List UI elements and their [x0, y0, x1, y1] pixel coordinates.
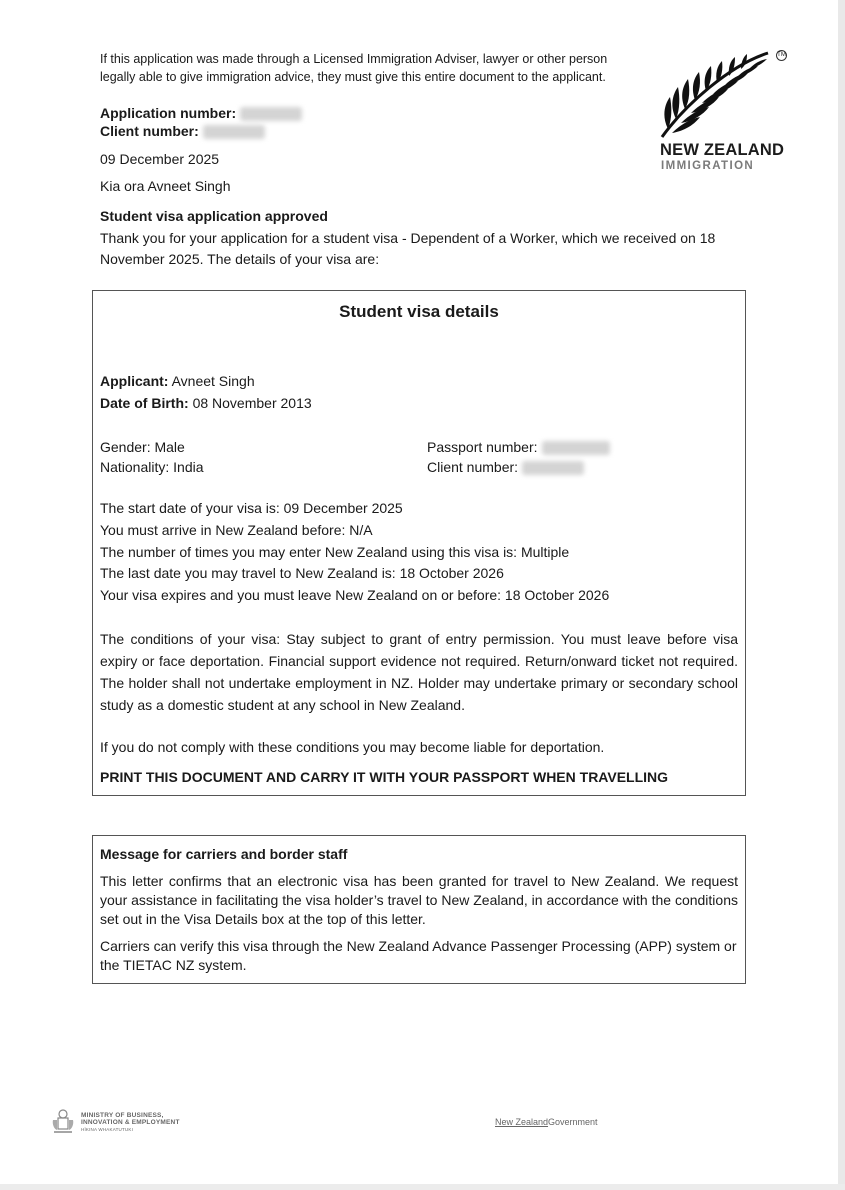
- passport-number-redacted: [542, 441, 610, 455]
- mbie-line-1: MINISTRY OF BUSINESS,: [81, 1112, 164, 1119]
- application-number-label: Application number:: [100, 105, 237, 121]
- nz-government-word: Government: [548, 1117, 598, 1127]
- visa-box-title: Student visa details: [339, 302, 499, 321]
- visa-last-travel-date: The last date you may travel to New Zealand is: 18 October 2026: [100, 565, 504, 582]
- mbie-logo: [50, 1108, 200, 1136]
- applicant-row: [100, 371, 255, 392]
- approval-line-2: November 2025. The details of your visa are:: [100, 251, 380, 267]
- nz-coat-of-arms-icon: [50, 1108, 76, 1134]
- applicant-value: Avneet Singh: [171, 373, 255, 389]
- greeting: Kia ora Avneet Singh: [100, 178, 231, 194]
- visa-start-date: The start date of your visa is: 09 December 2025: [100, 500, 403, 516]
- client-number-label: Client number:: [100, 123, 199, 139]
- approval-text: [100, 228, 745, 270]
- mbie-line-2: INNOVATION & EMPLOYMENT: [81, 1119, 180, 1126]
- approval-line-1: Thank you for your application for a student visa - Dependent of a Worker, which we received on 18: [100, 230, 716, 246]
- nz-government-logo: [495, 1117, 598, 1127]
- client-number-row: [100, 121, 265, 142]
- dob-value: 08 November 2013: [192, 395, 312, 411]
- visa-client-number-row: [427, 457, 584, 478]
- dob-label: Date of Birth:: [100, 395, 189, 411]
- carriers-box-title: Message for carriers and border staff: [100, 846, 348, 862]
- intro-line-2: legally able to give immigration advice, they must give this entire document to the applicant.: [100, 70, 606, 84]
- passport-number-row: [427, 437, 610, 458]
- client-number-redacted: [203, 125, 265, 139]
- application-number-redacted: [240, 107, 302, 121]
- page-edge-shadow-bottom: [0, 1184, 845, 1190]
- intro-text: [100, 50, 640, 86]
- carriers-message-box: [92, 835, 746, 984]
- page-edge-shadow: [838, 0, 845, 1190]
- passport-number-label: Passport number:: [427, 439, 538, 455]
- visa-client-number-label: Client number:: [427, 459, 519, 475]
- carriers-para-2: Carriers can verify this visa through the New Zealand Advance Passenger Processing (APP) system or the TIETAC NZ system.: [100, 938, 737, 973]
- nz-government-name: New Zealand: [495, 1117, 549, 1127]
- trademark-symbol: TM: [776, 50, 787, 61]
- carriers-para-1: This letter confirms that an electronic visa has been granted for travel to New Zealand. We request your assistance in facilitating the visa holder’s travel to New Zealand, in accordance with the conditions set out in the Visa Details box at the top of this letter.: [100, 873, 738, 927]
- letter-date: 09 December 2025: [100, 151, 220, 167]
- visa-client-number-redacted: [522, 461, 584, 475]
- print-notice: PRINT THIS DOCUMENT AND CARRY IT WITH YOUR PASSPORT WHEN TRAVELLING: [100, 769, 669, 785]
- nz-immigration-logo: [650, 45, 790, 180]
- logo-name: NEW ZEALAND: [660, 141, 785, 159]
- dob-row: [100, 393, 312, 414]
- nationality: Nationality: India: [100, 459, 204, 475]
- visa-details-box: [92, 290, 746, 796]
- applicant-label: Applicant:: [100, 373, 169, 389]
- visa-conditions: The conditions of your visa: Stay subject to grant of entry permission. You must leave before visa expiry or face deportation. Financial support evidence not required. Return/onward ticket not required. The holder shall not undertake employment in NZ. Holder may undertake primary or secondary school study as a domestic student at any school in New Zealand.: [100, 631, 738, 713]
- gender: Gender: Male: [100, 439, 185, 455]
- visa-details-list: [100, 498, 609, 607]
- silver-fern-icon: [650, 45, 790, 145]
- approval-title: Student visa application approved: [100, 208, 328, 224]
- visa-expiry: Your visa expires and you must leave New Zealand on or before: 18 October 2026: [100, 587, 610, 604]
- mbie-line-3: HĪKINA WHAKATUTUKI: [81, 1127, 134, 1132]
- intro-line-1: If this application was made through a Licensed Immigration Adviser, lawyer or other person: [100, 52, 608, 66]
- logo-sub: IMMIGRATION: [661, 160, 755, 172]
- comply-warning: If you do not comply with these conditions you may become liable for deportation.: [100, 739, 605, 755]
- visa-entries: The number of times you may enter New Zealand using this visa is: Multiple: [100, 543, 570, 560]
- visa-arrive-before: You must arrive in New Zealand before: N/A: [100, 521, 373, 538]
